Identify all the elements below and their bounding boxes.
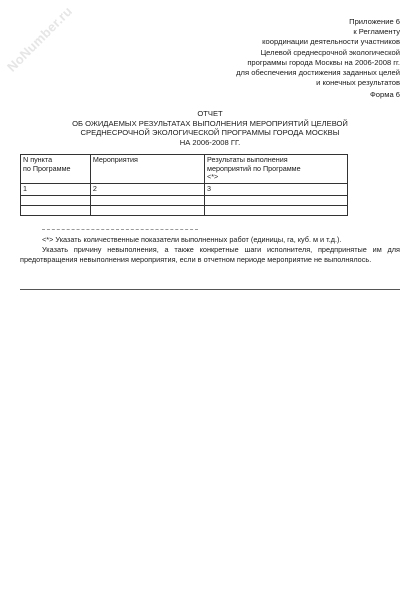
footnote-text: <*> Указать количественные показатели выполненных работ (единицы, га, куб. м и т.д.). bbox=[42, 235, 342, 244]
table-header-row bbox=[21, 155, 348, 184]
column-number: 1 bbox=[21, 184, 91, 196]
bottom-divider bbox=[20, 289, 400, 290]
column-number: 3 bbox=[205, 184, 348, 196]
footnote-separator bbox=[42, 229, 198, 230]
table-row bbox=[21, 205, 348, 215]
table-cell bbox=[21, 205, 91, 215]
annex-line: Приложение 6 bbox=[349, 17, 400, 26]
table-cell bbox=[90, 195, 204, 205]
header-item-number: N пункта по Программе bbox=[21, 155, 91, 184]
annex-line: координации деятельности участников bbox=[262, 37, 400, 47]
annex-line: к Регламенту bbox=[353, 27, 400, 37]
watermark-text: NoNumber.ru bbox=[4, 3, 76, 75]
table-cell bbox=[205, 205, 348, 215]
title-line: ОБ ОЖИДАЕМЫХ РЕЗУЛЬТАТАХ ВЫПОЛНЕНИЯ МЕРОПРИЯТИЙ ЦЕЛЕВОЙ bbox=[72, 118, 348, 128]
table-cell bbox=[205, 195, 348, 205]
table-row bbox=[21, 195, 348, 205]
header-activities: Мероприятия bbox=[90, 155, 204, 184]
column-number: 2 bbox=[90, 184, 204, 196]
form-label: Форма 6 bbox=[370, 90, 400, 99]
title-line: НА 2006-2008 ГГ. bbox=[179, 137, 241, 147]
annex-header bbox=[236, 17, 400, 88]
annex-line: программы города Москвы на 2006-2008 гг. bbox=[247, 57, 400, 67]
header-results: Результаты выполнения мероприятий по Программе <*> bbox=[205, 155, 348, 184]
footnotes bbox=[20, 235, 400, 264]
table-cell bbox=[90, 205, 204, 215]
title-line: СРЕДНЕСРОЧНОЙ ЭКОЛОГИЧЕСКОЙ ПРОГРАММЫ ГОРОДА МОСКВЫ bbox=[80, 128, 340, 138]
table-number-row bbox=[21, 184, 348, 196]
title-line: ОТЧЕТ bbox=[197, 109, 223, 118]
report-table bbox=[20, 154, 348, 216]
annex-line: для обеспечения достижения заданных целей bbox=[236, 68, 400, 78]
instruction-text: Указать причину невыполнения, а также конкретные шаги исполнителя, предпринятые им для предотвращения невыполнения мероприятия, если в отчетном периоде мероприятие не выполнялось. bbox=[20, 244, 400, 264]
table-cell bbox=[21, 195, 91, 205]
annex-line: Целевой среднесрочной экологической bbox=[260, 47, 400, 57]
annex-line: и конечных результатов bbox=[316, 78, 400, 88]
report-title bbox=[20, 109, 400, 147]
